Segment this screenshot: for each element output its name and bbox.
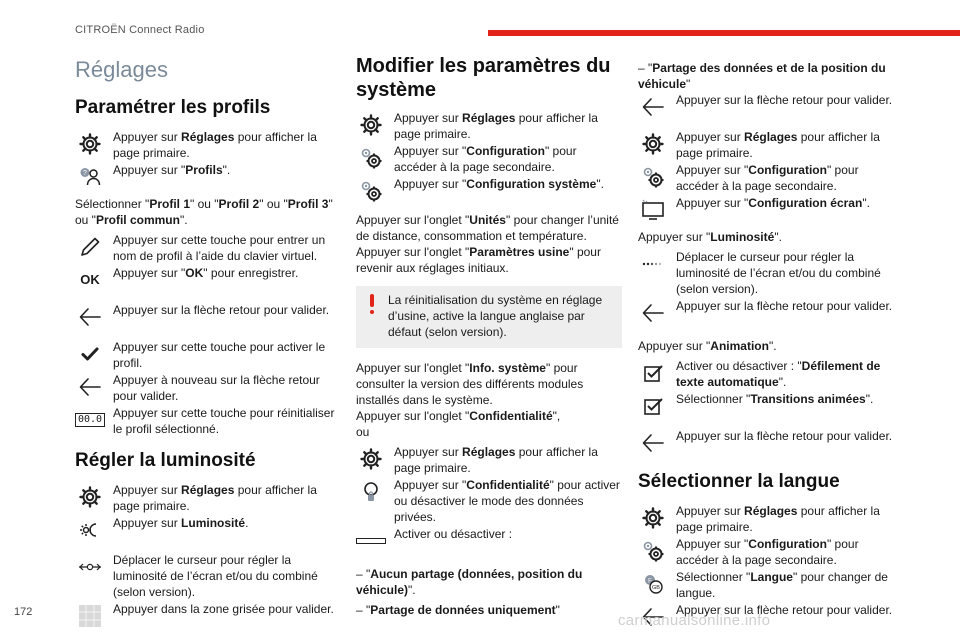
sun-moon-icon	[75, 515, 105, 545]
step-profiles: Appuyer sur "Profils".	[75, 162, 341, 192]
back-arrow-icon	[638, 92, 668, 122]
warning-note: La réinitialisation du système en réglage d’usine, active la langue anglaise par défaut (selon version).	[356, 286, 622, 348]
settings-gear-icon	[356, 110, 386, 140]
toggle-bar-icon	[356, 526, 386, 556]
step-back-validate: Appuyer sur la flèche retour pour valider.	[638, 298, 904, 334]
step-open-settings: Appuyer sur Réglages pour afficher la page primaire.	[75, 482, 341, 514]
settings-gear-icon	[75, 482, 105, 512]
step-reset-profile: 00.0 Appuyer sur cette touche pour réinitialiser le profil sélectionné.	[75, 405, 341, 437]
step-language: Sélectionner "Langue" pour changer de langue.	[638, 569, 904, 601]
step-back-validate: Appuyer sur la flèche retour pour valider.	[638, 428, 904, 458]
step-configuration: Appuyer sur "Configuration" pour accéder à la page secondaire.	[356, 143, 622, 175]
heading-brightness: Régler la luminosité	[75, 450, 256, 471]
header-accent-bar	[488, 30, 960, 36]
configuration-gears-icon	[356, 143, 386, 173]
step-activate-profile: Appuyer sur cette touche pour activer le profil.	[75, 339, 341, 371]
step-brightness: Appuyer sur Luminosité.	[75, 515, 341, 551]
settings-gear-icon	[638, 503, 668, 533]
back-arrow-icon	[75, 302, 105, 332]
configuration-gears-icon	[638, 536, 668, 566]
step-animated-transitions: Sélectionner "Transitions animées".	[638, 391, 904, 427]
header-title: CITROËN Connect Radio	[75, 24, 205, 36]
step-back-again: Appuyer à nouveau sur la flèche retour pour valider.	[75, 372, 341, 404]
column-3	[638, 54, 904, 621]
checkbox-icon	[638, 391, 668, 421]
profiles-icon	[75, 162, 105, 192]
ok-icon: OK	[80, 272, 100, 287]
checkbox-icon	[638, 358, 668, 388]
units-tab-text: Appuyer sur l'onglet "Unités" pour changer l’unité de distance, consommation et température. Appuyer sur l'onglet "Paramètres usine" pour revenir aux réglages initiaux.	[356, 213, 619, 275]
column-1	[75, 54, 341, 632]
step-configuration: Appuyer sur "Configuration" pour accéder à la page secondaire.	[638, 536, 904, 568]
brightness-text: Appuyer sur "Luminosité".	[638, 230, 782, 244]
animation-text: Appuyer sur "Animation".	[638, 339, 777, 353]
back-arrow-icon	[638, 428, 668, 458]
slider-icon	[75, 552, 105, 582]
select-profile-text: Sélectionner "Profil 1" ou "Profil 2" ou "Profil 3" ou "Profil commun".	[75, 197, 333, 227]
step-screen-configuration: Appuyer sur "Configuration écran".	[638, 195, 904, 225]
pencil-icon	[75, 232, 105, 262]
configuration-gears-icon	[638, 162, 668, 192]
step-open-settings: Appuyer sur Réglages pour afficher la page primaire.	[356, 110, 622, 142]
system-info-text: Appuyer sur l'onglet "Info. système" pour consulter la version des différents modules installés dans le système. Appuyer sur l'onglet "Confidentialité", ou	[356, 361, 584, 439]
step-system-configuration: Appuyer sur "Configuration système".	[356, 176, 622, 206]
step-slider: Déplacer le curseur pour régler la luminosité de l’écran et/ou du combiné (selon version).	[638, 249, 904, 297]
grey-zone-icon	[75, 601, 105, 631]
step-configuration: Appuyer sur "Configuration" pour accéder à la page secondaire.	[638, 162, 904, 194]
settings-gear-icon	[356, 444, 386, 474]
dots-slider-icon	[638, 249, 668, 279]
column-2	[356, 54, 622, 618]
settings-gear-icon	[75, 129, 105, 159]
privacy-lock-icon	[356, 477, 386, 507]
option-data-sharing-only: – "Partage de données uniquement"	[356, 603, 560, 617]
step-ok: OK Appuyer sur "OK" pour enregistrer.	[75, 265, 341, 301]
option-no-sharing: – "Aucun partage (données, position du véhicule)".	[356, 567, 583, 597]
settings-gear-icon	[638, 129, 668, 159]
screen-icon	[638, 195, 668, 225]
watermark: carmanualsonline.info	[618, 612, 771, 629]
option-data-and-position: – "Partage des données et de la position du véhicule"	[638, 61, 886, 91]
step-open-settings: Appuyer sur Réglages pour afficher la page primaire.	[638, 129, 904, 161]
heading-profiles: Paramétrer les profils	[75, 97, 271, 118]
configuration-gears-icon	[356, 176, 386, 206]
step-back-validate: Appuyer sur la flèche retour pour valider.	[638, 92, 904, 128]
step-slider: Déplacer le curseur pour régler la luminosité de l’écran et/ou du combiné (selon version).	[75, 552, 341, 600]
page-number: 172	[14, 606, 33, 618]
back-arrow-icon	[75, 372, 105, 402]
warning-exclamation-icon	[368, 294, 376, 314]
checkmark-icon	[75, 339, 105, 369]
step-back-validate: Appuyer sur la flèche retour pour valider.	[75, 302, 341, 338]
step-open-settings: Appuyer sur Réglages pour afficher la page primaire.	[638, 503, 904, 535]
step-grey-zone: Appuyer dans la zone grisée pour valider.	[75, 601, 341, 631]
language-icon	[638, 569, 668, 599]
step-back-validate: Appuyer sur la flèche retour pour valider.	[638, 602, 904, 620]
heading-language: Sélectionner la langue	[638, 471, 840, 492]
step-privacy: Appuyer sur "Confidentialité" pour activer ou désactiver le mode des données privées.	[356, 477, 622, 525]
section-title: Réglages	[75, 57, 168, 82]
step-toggle-privacy: Activer ou désactiver :	[356, 526, 622, 562]
reset-icon: 00.0	[75, 405, 105, 435]
step-auto-scroll: Activer ou désactiver : "Défilement de texte automatique".	[638, 358, 904, 390]
step-rename-profile: Appuyer sur cette touche pour entrer un nom de profil à l’aide du clavier virtuel.	[75, 232, 341, 264]
back-arrow-icon	[638, 298, 668, 328]
step-open-settings: Appuyer sur Réglages pour afficher la page primaire.	[356, 444, 622, 476]
heading-system-settings: Modifier les paramètres du système	[356, 55, 611, 101]
step-open-settings: Appuyer sur Réglages pour afficher la page primaire.	[75, 129, 341, 161]
